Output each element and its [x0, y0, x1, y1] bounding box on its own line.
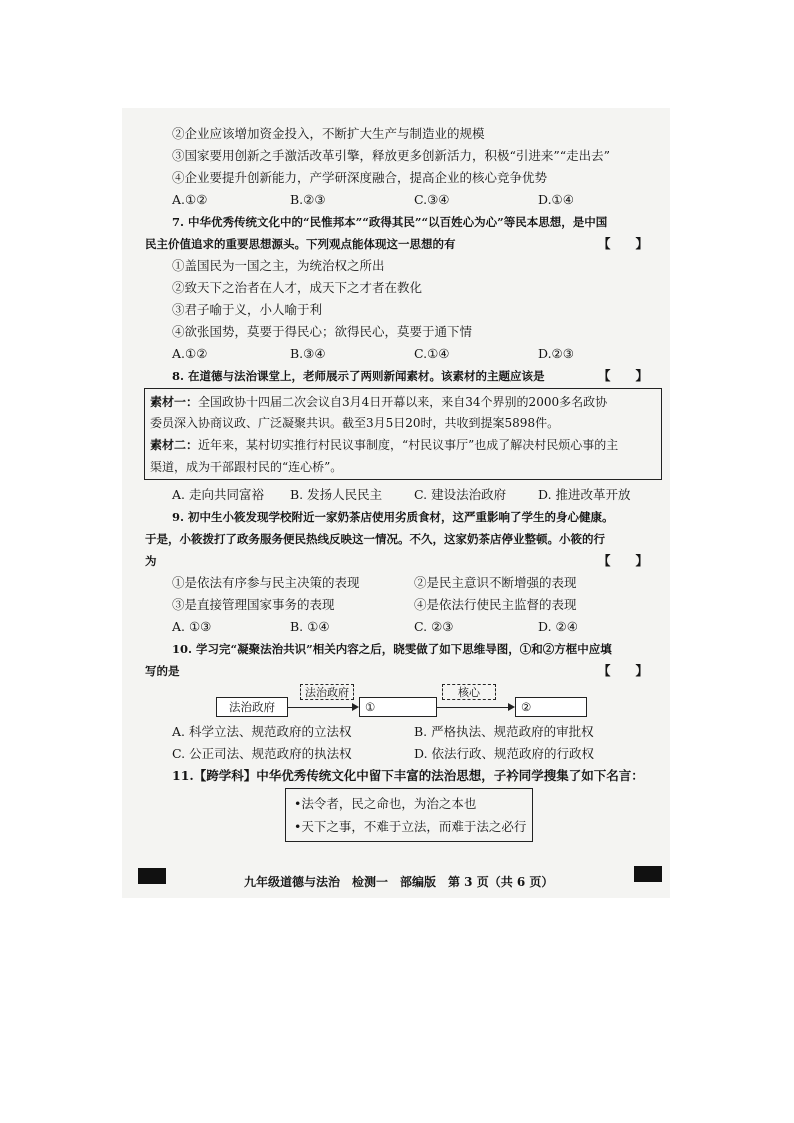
q7-choice-c: C.①④: [414, 346, 450, 361]
q8-material-1-line1: [150, 393, 607, 411]
q8-material-2-line1: [150, 436, 618, 454]
q7-stem-cont: 民主价值追求的重要思想源头。下列观点能体现这一思想的有: [145, 237, 456, 251]
q9-choice-c: C. ②③: [414, 619, 454, 634]
q11-quote-1: •法令者，民之命也，为治之本也: [294, 796, 477, 811]
q7-choice-d: D.②③: [538, 346, 574, 361]
q10-stem-cont: 写的是: [145, 664, 180, 678]
q9-option-4: ④是依法行使民主监督的表现: [414, 597, 577, 612]
q7-choice-b: B.③④: [290, 346, 326, 361]
q9-option-2: ②是民主意识不断增强的表现: [414, 575, 577, 590]
registration-mark-right: [634, 866, 662, 882]
q11-quote-2: •天下之事，不难于立法，而难于法之必行: [294, 819, 527, 834]
q6-option-4: ④企业要提升创新能力，产学研深度融合，提高企业的核心竞争优势: [172, 170, 548, 185]
q8-choice-a: A. 走向共同富裕: [172, 487, 264, 502]
q8-answer-bracket: 【 】: [598, 368, 649, 383]
q8-material-2-line2: 渠道，成为干部跟村民的“连心桥”。: [150, 460, 343, 474]
q10-choice-b: B. 严格执法、规范政府的审批权: [414, 724, 594, 739]
q9-choice-d: D. ②④: [538, 619, 578, 634]
q6-choice-d: D.①④: [538, 192, 574, 207]
q10-stem: 10. 学习完“凝聚法治共识”相关内容之后，晓雯做了如下思维导图，①和②方框中应填: [172, 642, 612, 656]
q7-stem: 7. 中华优秀传统文化中的“民惟邦本”“政得其民”“以百姓心为心”等民本思想，是中国: [172, 215, 608, 229]
q8-material-1-line2: 委员深入协商议政、广泛凝聚共识。截至3月5日20时，共收到提案5898件。: [150, 416, 560, 430]
q8-material-1-text: 全国政协十四届二次会议自3月4日开幕以来，来自34个界别的2000多名政协: [198, 395, 608, 409]
mindmap-start-box: 法治政府: [216, 697, 288, 717]
q9-answer-bracket: 【 】: [598, 553, 649, 568]
q7-answer-bracket: 【 】: [598, 236, 649, 251]
q6-choice-c: C.③④: [414, 192, 450, 207]
registration-mark-left: [138, 868, 166, 884]
q9-stem: 9. 初中生小筱发现学校附近一家奶茶店使用劣质食材，这严重影响了学生的身心健康。: [172, 510, 614, 524]
q7-option-2: ②致天下之治者在人才，成天下之才者在教化: [172, 280, 423, 295]
q9-option-3: ③是直接管理国家事务的表现: [172, 597, 335, 612]
mindmap-arrowhead-1: [352, 703, 359, 711]
mindmap-arrow-2: [437, 707, 508, 708]
q8-material-2-text: 近年来，某村切实推行村民议事制度，“村民议事厅”也成了解决村民烦心事的主: [198, 438, 619, 452]
mindmap-arrow-1: [288, 707, 352, 708]
q6-choice-b: B.②③: [290, 192, 326, 207]
q10-choice-d: D. 依法行政、规范政府的行政权: [414, 746, 595, 761]
q8-material-1-label: 素材一：: [150, 395, 199, 409]
mindmap-label-2: 核心: [442, 684, 496, 700]
mindmap-box-2: ②: [515, 697, 587, 717]
mindmap-arrowhead-2: [508, 703, 515, 711]
q8-choice-b: B. 发扬人民民主: [290, 487, 383, 502]
q7-option-1: ①盖国民为一国之主，为统治权之所出: [172, 258, 385, 273]
q7-choice-a: A.①②: [172, 346, 208, 361]
q6-choice-a: A.①②: [172, 192, 208, 207]
q9-option-1: ①是依法有序参与民主决策的表现: [172, 575, 360, 590]
mindmap-label-1: 法治政府: [300, 684, 354, 700]
q7-option-4: ④欲张国势，莫要于得民心；欲得民心，莫要于通下情: [172, 324, 473, 339]
q11-stem-text: 中华优秀传统文化中留下丰富的法治思想，子衿同学搜集了如下名言：: [256, 768, 644, 783]
q9-stem-end: 为: [145, 554, 157, 568]
q8-stem: 8. 在道德与法治课堂上，老师展示了两则新闻素材。该素材的主题应该是: [172, 369, 545, 383]
q10-answer-bracket: 【 】: [598, 663, 649, 678]
mindmap-box-1: ①: [359, 697, 437, 717]
q9-choice-b: B. ①④: [290, 619, 330, 634]
q8-choice-c: C. 建设法治政府: [414, 487, 507, 502]
q9-stem-cont: 于是，小筱拨打了政务服务便民热线反映这一情况。不久，这家奶茶店停业整顿。小筱的行: [145, 532, 605, 546]
q8-choice-d: D. 推进改革开放: [538, 487, 631, 502]
q10-choice-a: A. 科学立法、规范政府的立法权: [172, 724, 352, 739]
q11-stem: [172, 767, 644, 785]
q7-option-3: ③君子喻于义，小人喻于利: [172, 302, 323, 317]
q6-option-2: ②企业应该增加资金投入，不断扩大生产与制造业的规模: [172, 126, 485, 141]
q10-choice-c: C. 公正司法、规范政府的执法权: [172, 746, 352, 761]
page-footer: 九年级道德与法治 检测一 部编版 第 3 页（共 6 页）: [244, 875, 554, 889]
q11-tag: 11.【跨学科】: [172, 768, 257, 783]
q9-choice-a: A. ①③: [172, 619, 212, 634]
q6-option-3: ③国家要用创新之手激活改革引擎，释放更多创新活力，积极“引进来”“走出去”: [172, 148, 611, 163]
q8-material-2-label: 素材二：: [150, 438, 199, 452]
